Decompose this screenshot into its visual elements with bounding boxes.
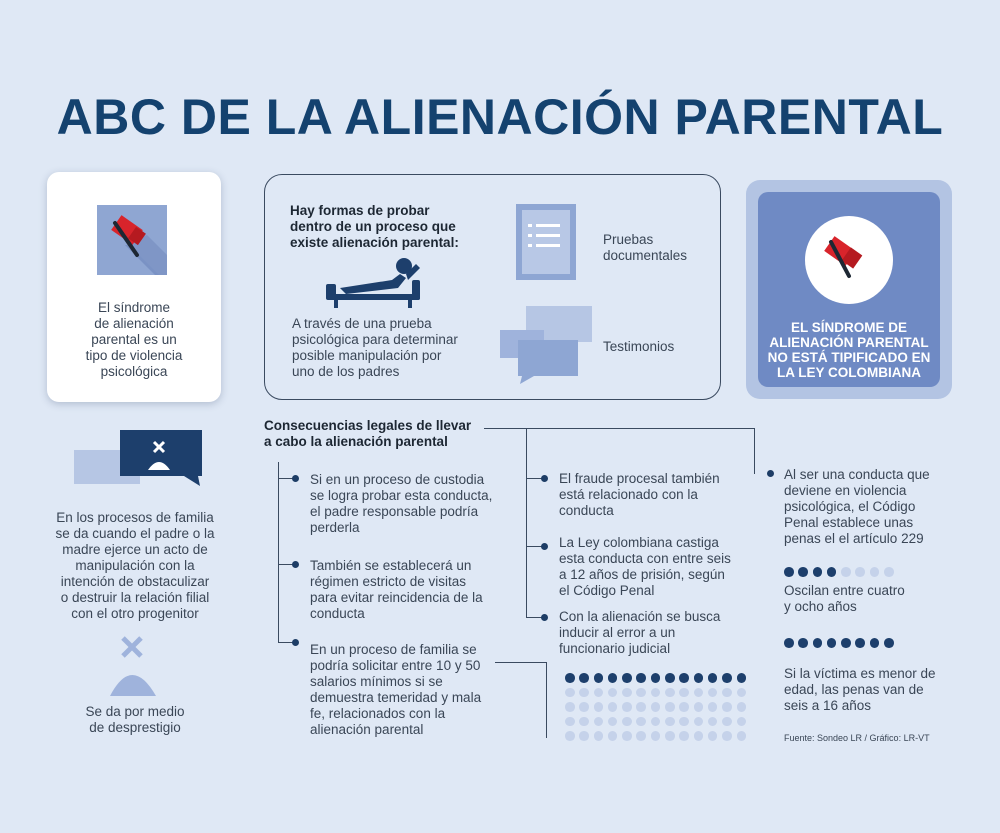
bullet-dot xyxy=(541,614,548,621)
consequences-heading: Consecuencias legales de llevar a cabo la alienación parental xyxy=(264,418,472,449)
salary-dot-row xyxy=(565,702,746,712)
page-title: ABC DE LA ALIENACIÓN PARENTAL xyxy=(56,89,944,145)
consequence-item: El fraude procesal también está relacionado con la conducta xyxy=(559,471,720,518)
empty-dot xyxy=(636,731,646,741)
filled-dot xyxy=(855,638,865,648)
empty-dot xyxy=(722,688,732,698)
testimonies-label: Testimonios xyxy=(603,339,675,354)
not-typified-text: EL SÍNDROME DE ALIENACIÓN PARENTAL NO ESTÁ TIPIFICADO EN LA LEY COLOMBIANA xyxy=(767,320,931,380)
empty-dot xyxy=(665,731,675,741)
source-credit: Fuente: Sondeo LR / Gráfico: LR-VT xyxy=(784,733,930,743)
empty-dot xyxy=(855,567,865,577)
documents-label: Pruebas documentales xyxy=(603,232,688,263)
empty-dot xyxy=(565,688,575,698)
empty-dot xyxy=(722,702,732,712)
empty-dot xyxy=(651,688,661,698)
filled-dot xyxy=(827,638,837,648)
empty-dot xyxy=(708,702,718,712)
filled-dot xyxy=(737,673,747,683)
empty-dot xyxy=(579,702,589,712)
filled-dot xyxy=(722,673,732,683)
filled-dot xyxy=(608,673,618,683)
filled-dot xyxy=(784,638,794,648)
empty-dot xyxy=(622,717,632,727)
filled-dot xyxy=(579,673,589,683)
speech-bubble-person-icon xyxy=(74,430,204,486)
empty-dot xyxy=(608,702,618,712)
empty-dot xyxy=(608,688,618,698)
not-typified-box xyxy=(746,180,952,399)
empty-dot xyxy=(622,731,632,741)
salary-dot-row xyxy=(565,731,746,741)
connector-line xyxy=(526,428,527,618)
consequence-item: Si en un proceso de custodia se logra probar esta conducta, el padre responsable podría perderla xyxy=(310,472,493,535)
filled-dot xyxy=(694,673,704,683)
bullet-dot xyxy=(541,543,548,550)
empty-dot xyxy=(594,717,604,727)
empty-dot xyxy=(594,702,604,712)
empty-dot xyxy=(694,688,704,698)
empty-dot xyxy=(737,717,747,727)
proof-heading: Hay formas de probar dentro de un proceso que existe alienación parental: xyxy=(290,203,459,250)
filled-dot xyxy=(651,673,661,683)
empty-dot xyxy=(565,702,575,712)
bullet-dot xyxy=(541,475,548,482)
person-cross-icon xyxy=(108,636,158,698)
consequence-item: Con la alienación se busca inducir al error a un funcionario judicial xyxy=(559,609,721,656)
filled-dot xyxy=(884,638,894,648)
empty-dot xyxy=(679,688,689,698)
connector-line xyxy=(495,662,547,663)
bullet-dot xyxy=(292,639,299,646)
empty-dot xyxy=(884,567,894,577)
psychologist-couch-icon xyxy=(322,258,426,310)
connector-line xyxy=(484,428,754,429)
empty-dot xyxy=(579,717,589,727)
empty-dot xyxy=(665,688,675,698)
empty-dot xyxy=(694,702,704,712)
empty-dot xyxy=(679,731,689,741)
flag-icon xyxy=(97,205,167,275)
filled-dot xyxy=(798,638,808,648)
salary-dot-row xyxy=(565,717,746,727)
filled-dot xyxy=(841,638,851,648)
bullet-dot xyxy=(292,561,299,568)
empty-dot xyxy=(608,717,618,727)
empty-dot xyxy=(636,688,646,698)
empty-dot xyxy=(622,702,632,712)
empty-dot xyxy=(651,702,661,712)
empty-dot xyxy=(565,717,575,727)
consequence-item: En un proceso de familia se podría solicitar entre 10 y 50 salarios mínimos si se demuestra temeridad y mala fe, relacionados con la alienación parental xyxy=(310,642,482,737)
salary-dot-row xyxy=(565,673,746,683)
empty-dot xyxy=(622,688,632,698)
filled-dot xyxy=(813,638,823,648)
years-dots-6-16 xyxy=(784,638,894,648)
testimony-bubbles-icon xyxy=(500,306,596,384)
filled-dot xyxy=(622,673,632,683)
empty-dot xyxy=(565,731,575,741)
filled-dot xyxy=(565,673,575,683)
filled-dot xyxy=(665,673,675,683)
connector-line xyxy=(278,462,279,642)
filled-dot xyxy=(784,567,794,577)
family-process-text: En los procesos de familia se da cuando el padre o la madre ejerce un acto de manipulación con la intención de obstaculizar o destruir la relación filial con el otro progenitor xyxy=(55,510,215,621)
flag-icon xyxy=(805,216,893,304)
empty-dot xyxy=(722,717,732,727)
filled-dot xyxy=(708,673,718,683)
filled-dot xyxy=(827,567,837,577)
range-6-16-text: Si la víctima es menor de edad, las penas van de seis a 16 años xyxy=(784,666,936,713)
filled-dot xyxy=(813,567,823,577)
bullet-dot xyxy=(292,475,299,482)
empty-dot xyxy=(722,731,732,741)
syndrome-card xyxy=(47,172,221,402)
empty-dot xyxy=(708,717,718,727)
salary-dot-row xyxy=(565,688,746,698)
empty-dot xyxy=(841,567,851,577)
filled-dot xyxy=(636,673,646,683)
empty-dot xyxy=(870,567,880,577)
years-dots-4-8 xyxy=(784,567,894,577)
empty-dot xyxy=(665,702,675,712)
empty-dot xyxy=(679,717,689,727)
empty-dot xyxy=(737,688,747,698)
empty-dot xyxy=(579,688,589,698)
empty-dot xyxy=(608,731,618,741)
empty-dot xyxy=(651,731,661,741)
empty-dot xyxy=(594,688,604,698)
bullet-dot xyxy=(767,470,774,477)
empty-dot xyxy=(694,717,704,727)
connector-line xyxy=(546,662,547,738)
range-4-8-text: Oscilan entre cuatro y ocho años xyxy=(784,583,905,614)
connector-line xyxy=(754,428,755,474)
empty-dot xyxy=(636,717,646,727)
empty-dot xyxy=(594,731,604,741)
psych-test-text: A través de una prueba psicológica para determinar posible manipulación por uno de los padres xyxy=(292,316,458,379)
filled-dot xyxy=(679,673,689,683)
filled-dot xyxy=(594,673,604,683)
empty-dot xyxy=(579,731,589,741)
consequence-item: También se establecerá un régimen estricto de visitas para evitar reincidencia de la conducta xyxy=(310,558,483,621)
syndrome-card-text: El síndrome de alienación parental es un tipo de violencia psicológica xyxy=(85,300,183,379)
discredit-text: Se da por medio de desprestigio xyxy=(85,704,185,735)
filled-dot xyxy=(870,638,880,648)
consequence-item: La Ley colombiana castiga esta conducta con entre seis a 12 años de prisión, según el Código Penal xyxy=(559,535,731,598)
empty-dot xyxy=(679,702,689,712)
empty-dot xyxy=(636,702,646,712)
empty-dot xyxy=(708,688,718,698)
empty-dot xyxy=(737,731,747,741)
empty-dot xyxy=(651,717,661,727)
filled-dot xyxy=(798,567,808,577)
document-icon xyxy=(516,204,578,282)
empty-dot xyxy=(737,702,747,712)
empty-dot xyxy=(708,731,718,741)
empty-dot xyxy=(694,731,704,741)
empty-dot xyxy=(665,717,675,727)
penal-code-text: Al ser una conducta que deviene en violencia psicológica, el Código Penal establece unas penas el el artículo 229 xyxy=(784,467,930,546)
